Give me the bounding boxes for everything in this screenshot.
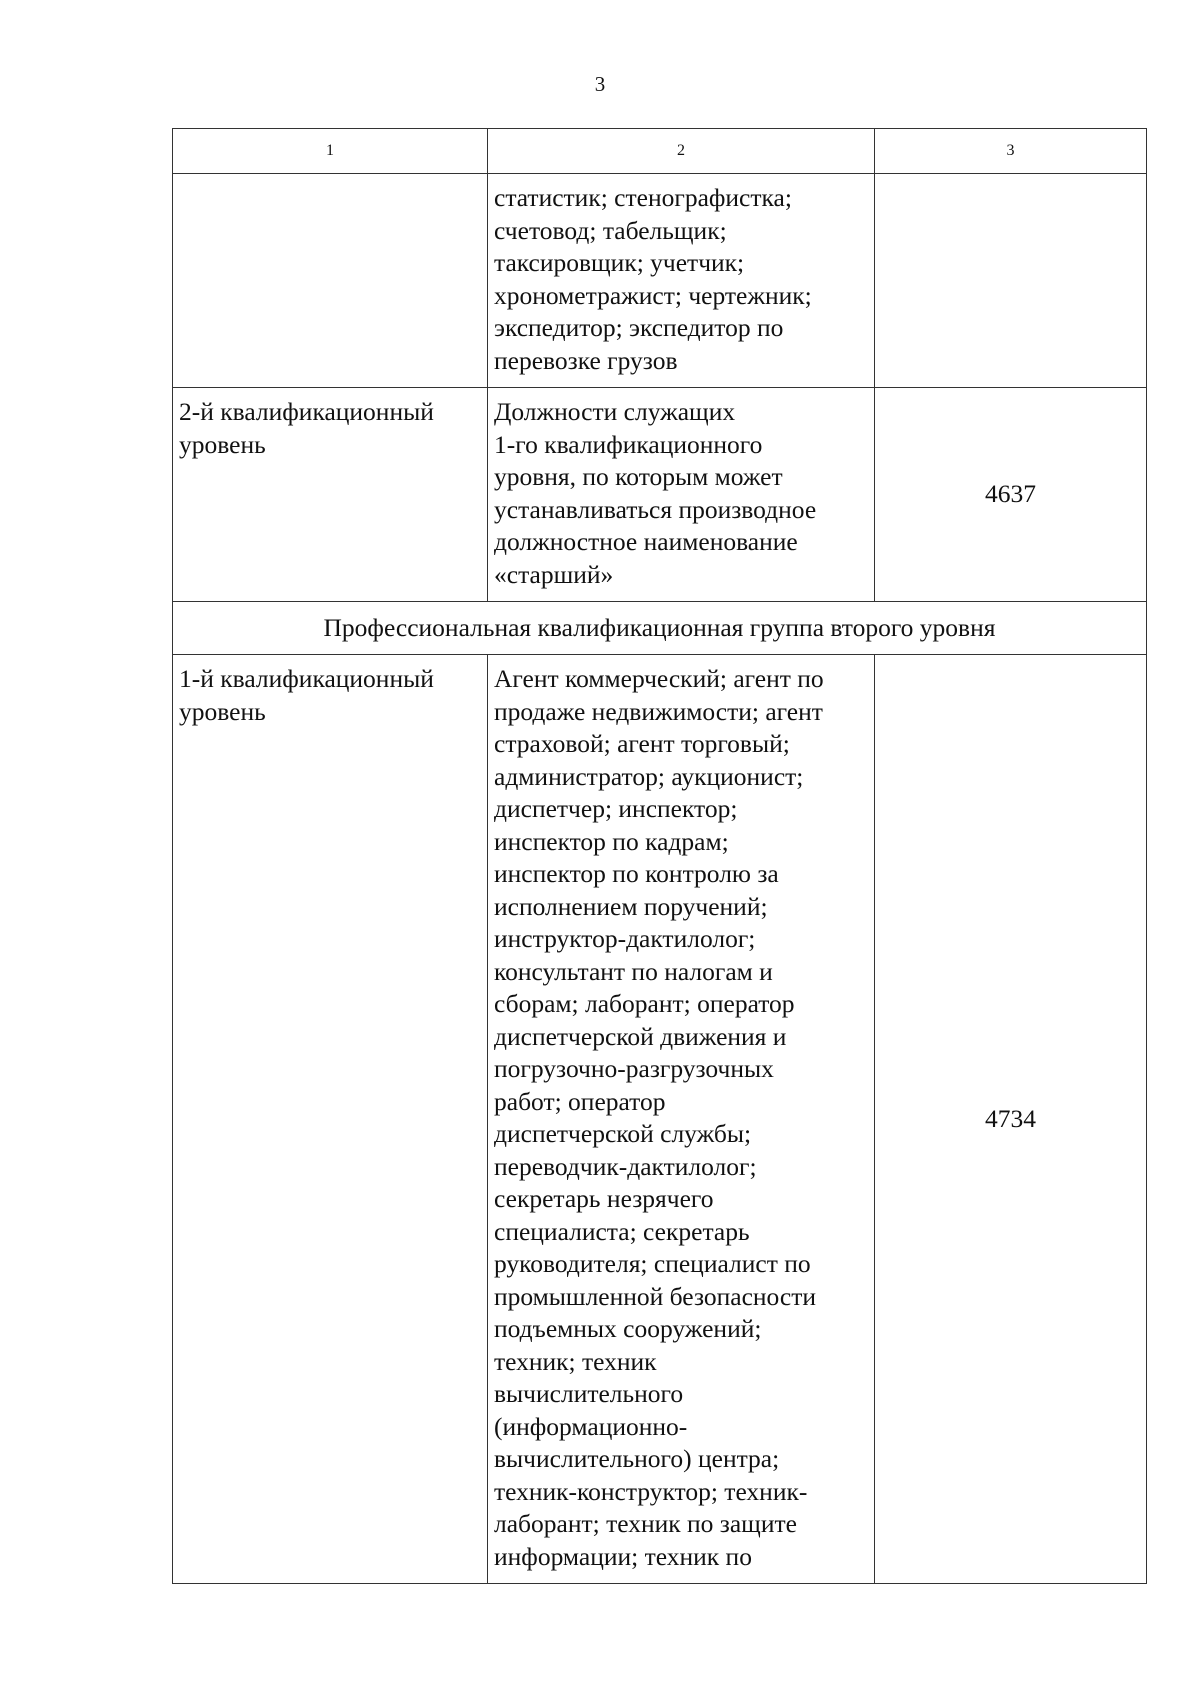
text-line: счетовод; табельщик; xyxy=(494,215,727,245)
text-line: диспетчер; инспектор; xyxy=(494,794,738,823)
table-row xyxy=(173,174,1147,388)
salary-cell: 4637 xyxy=(875,388,1147,602)
text-line: страховой; агент торговый; xyxy=(494,729,790,758)
salary-cell xyxy=(875,174,1147,388)
table-header-row xyxy=(173,129,1147,174)
text-line: информации; техник по xyxy=(494,1541,752,1571)
positions-list xyxy=(488,174,874,387)
text-line: диспетчерской движения и xyxy=(494,1021,787,1051)
text-line: погрузочно-разгрузочных xyxy=(494,1054,774,1083)
text-line: статистик; стенографистка; xyxy=(494,183,792,212)
text-line: техник; техник xyxy=(494,1346,657,1376)
text-line: переводчик-дактилолог; xyxy=(494,1151,757,1181)
column-header-3: 3 xyxy=(875,129,1147,174)
text-line: секретарь незрячего xyxy=(494,1184,714,1213)
text-line: устанавливаться производное xyxy=(494,494,817,524)
text-line: инспектор по кадрам; xyxy=(494,826,729,856)
group-title: Профессиональная квалификационная группа второго уровня xyxy=(173,602,1147,655)
positions-cell xyxy=(488,388,875,602)
text-line: вычислительного xyxy=(494,1379,684,1408)
text-line: руководителя; специалист по xyxy=(494,1249,811,1278)
positions-list xyxy=(488,388,874,601)
level-cell xyxy=(173,388,488,602)
text-line: 1-й квалификационный xyxy=(179,664,434,693)
salary-table xyxy=(172,128,1147,1584)
text-line: уровня, по которым может xyxy=(494,462,783,491)
positions-list xyxy=(488,655,874,1583)
level-cell xyxy=(173,655,488,1584)
text-line: сборам; лаборант; оператор xyxy=(494,989,795,1018)
positions-cell xyxy=(488,174,875,388)
text-line: специалиста; секретарь xyxy=(494,1216,750,1246)
text-line: инструктор-дактилолог; xyxy=(494,924,756,953)
text-line: диспетчерской службы; xyxy=(494,1119,752,1148)
text-line: подъемных сооружений; xyxy=(494,1314,762,1343)
text-line: 2-й квалификационный xyxy=(179,397,434,426)
level-label xyxy=(173,655,487,728)
table-row xyxy=(173,388,1147,602)
text-line: (информационно- xyxy=(494,1411,688,1441)
column-header-2: 2 xyxy=(488,129,875,174)
text-line: хронометражист; чертежник; xyxy=(494,280,812,310)
text-line: вычислительного) центра; xyxy=(494,1444,780,1473)
text-line: 1-го квалификационного xyxy=(494,429,763,459)
text-line: «старший» xyxy=(494,559,614,589)
text-line: работ; оператор xyxy=(494,1086,666,1116)
column-header-1: 1 xyxy=(173,129,488,174)
text-line: уровень xyxy=(179,429,266,459)
text-line: промышленной безопасности xyxy=(494,1281,817,1311)
salary-cell: 4734 xyxy=(875,655,1147,1584)
text-line: Агент коммерческий; агент по xyxy=(494,664,824,693)
text-line: экспедитор; экспедитор по xyxy=(494,313,784,342)
text-line: консультант по налогам и xyxy=(494,956,773,986)
text-line: уровень xyxy=(179,696,266,726)
text-line: продаже недвижимости; агент xyxy=(494,696,823,726)
group-title-row xyxy=(173,602,1147,655)
text-line: техник-конструктор; техник- xyxy=(494,1476,808,1506)
text-line: должностное наименование xyxy=(494,527,798,556)
text-line: таксировщик; учетчик; xyxy=(494,248,745,277)
text-line: перевозке грузов xyxy=(494,345,678,375)
text-line: Должности служащих xyxy=(494,397,736,426)
text-line: лаборант; техник по защите xyxy=(494,1509,797,1538)
page-number: 3 xyxy=(594,72,606,96)
text-line: исполнением поручений; xyxy=(494,891,768,921)
table-row xyxy=(173,655,1147,1584)
level-label xyxy=(173,388,487,461)
positions-cell xyxy=(488,655,875,1584)
text-line: инспектор по контролю за xyxy=(494,859,779,888)
text-line: администратор; аукционист; xyxy=(494,761,804,791)
level-cell xyxy=(173,174,488,388)
